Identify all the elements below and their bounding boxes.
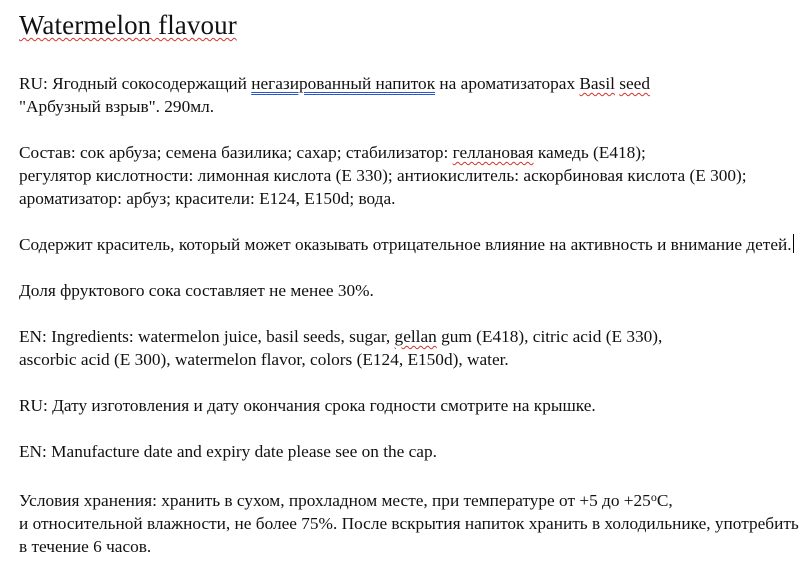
text-run: и относительной влажности, не более 75%. После вскрытия напиток хранить в холодильнике, употребить в течение 6 часов. <box>19 514 799 556</box>
paragraph-ru-description <box>19 72 809 118</box>
degree-symbol: о <box>650 490 657 504</box>
spell-flagged-word: геллановая <box>452 143 534 162</box>
text-run: EN: Ingredients: watermelon juice, basil seeds, sugar, <box>19 327 395 346</box>
text-cursor <box>793 234 794 253</box>
text-run: EN: Manufacture date and expiry date please see on the cap. <box>19 442 437 461</box>
text-run: Доля фруктового сока составляет не менее 30%. <box>19 281 374 300</box>
spell-flagged-word: gellan <box>394 327 437 346</box>
text-run: RU: Ягодный сокосодержащий <box>19 74 252 93</box>
paragraph-en-ingredients <box>19 325 809 371</box>
paragraph-ru-juice-share <box>19 279 809 302</box>
text-run: камедь (Е418); <box>533 143 646 162</box>
paragraph-en-dates <box>19 440 809 463</box>
text-run: ascorbic acid (E 300), watermelon flavor, colors (E124, E150d), water. <box>19 350 509 369</box>
text-run: RU: Дату изготовления и дату окончания срока годности смотрите на крышке. <box>19 396 596 415</box>
text-run: Состав: сок арбуза; семена базилика; сахар; стабилизатор: <box>19 143 453 162</box>
text-run: "Арбузный взрыв". 290мл. <box>19 97 215 116</box>
document-page[interactable] <box>19 8 809 558</box>
spell-flagged-word: seed <box>619 74 650 93</box>
title-text: Watermelon flavour <box>19 10 237 40</box>
spell-flagged-word: Basil <box>579 74 615 93</box>
text-run: gum (E418), citric acid (E 330), <box>436 327 663 346</box>
paragraph-ru-dates <box>19 394 809 417</box>
paragraph-ru-warning <box>19 233 809 256</box>
text-run: Содержит краситель, который может оказывать отрицательное влияние на активность и внимание детей. <box>19 235 792 254</box>
paragraph-ru-ingredients <box>19 141 809 210</box>
text-run: Условия хранения: хранить в сухом, прохладном месте, при температуре от +5 до +25 <box>19 491 651 510</box>
text-run: регулятор кислотности: лимонная кислота (Е 330); антиокислитель: аскорбиновая кислота (Е 300); ароматизатор: арбуз; красители: Е124, Е150d; вода. <box>19 166 747 208</box>
grammar-flagged-text: негазированный напиток <box>251 74 436 93</box>
text-run: С, <box>656 491 673 510</box>
text-run: на ароматизаторах <box>435 74 580 93</box>
paragraph-ru-storage <box>19 486 809 558</box>
document-title <box>19 8 809 42</box>
